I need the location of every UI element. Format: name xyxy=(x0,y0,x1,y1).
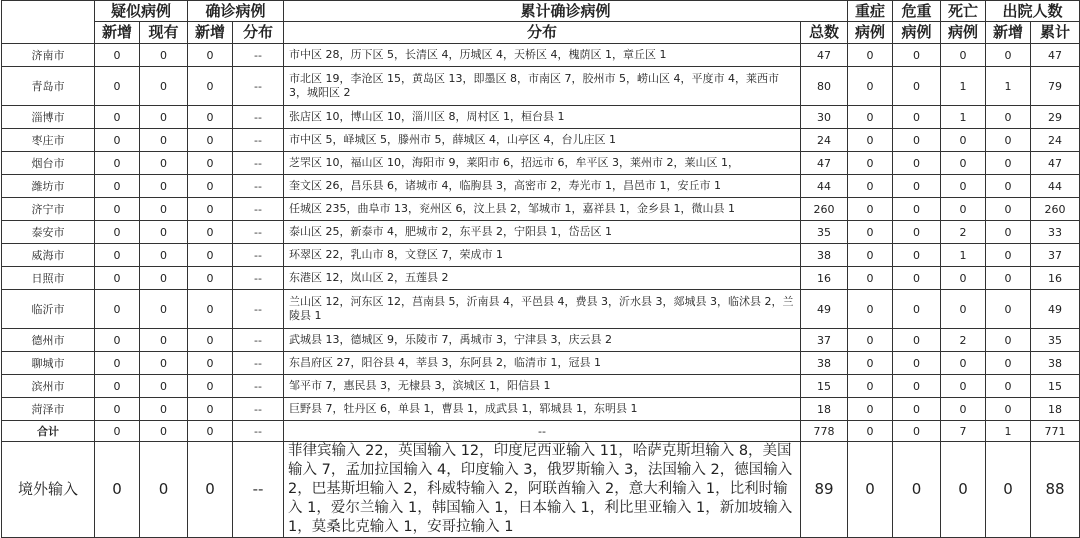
cell-suspected-new: 0 xyxy=(95,152,140,175)
cell-suspected-new: 0 xyxy=(95,352,140,375)
cell-critical: 0 xyxy=(893,442,941,538)
header-severe-sub: 病例 xyxy=(848,22,893,44)
cell-discharged-new: 0 xyxy=(986,106,1031,129)
cell-severe: 0 xyxy=(848,421,893,442)
city-row xyxy=(2,244,1080,267)
covid-case-table xyxy=(1,0,1080,538)
cell-suspected-current: 0 xyxy=(140,129,188,152)
cell-total: 18 xyxy=(801,398,848,421)
cell-death: 0 xyxy=(941,375,986,398)
cell-confirmed-new: 0 xyxy=(188,375,233,398)
cell-critical: 0 xyxy=(893,421,941,442)
cell-severe: 0 xyxy=(848,67,893,106)
cell-confirmed-new: 0 xyxy=(188,44,233,67)
cell-confirmed-dist: -- xyxy=(233,221,284,244)
city-rows xyxy=(2,44,1080,421)
cell-confirmed-new: 0 xyxy=(188,106,233,129)
cell-discharged-total: 88 xyxy=(1031,442,1080,538)
cell-critical: 0 xyxy=(893,329,941,352)
cell-total: 47 xyxy=(801,44,848,67)
cell-severe: 0 xyxy=(848,267,893,290)
cell-discharged-total: 24 xyxy=(1031,129,1080,152)
cell-distribution: 兰山区 12，河东区 12，莒南县 5，沂南县 4，平邑县 4，费县 3，沂水县 3，郯城县 3，临沭县 2，兰陵县 1 xyxy=(284,290,801,329)
cell-suspected-new: 0 xyxy=(95,329,140,352)
header-death: 死亡 xyxy=(941,1,986,22)
city-row xyxy=(2,290,1080,329)
cell-death: 1 xyxy=(941,106,986,129)
cell-death: 0 xyxy=(941,129,986,152)
cell-discharged-total: 44 xyxy=(1031,175,1080,198)
cell-critical: 0 xyxy=(893,106,941,129)
cell-death: 0 xyxy=(941,44,986,67)
cell-death: 0 xyxy=(941,198,986,221)
cell-death: 0 xyxy=(941,290,986,329)
header-row-2 xyxy=(2,22,1080,44)
cell-suspected-new: 0 xyxy=(95,198,140,221)
cell-severe: 0 xyxy=(848,398,893,421)
cell-confirmed-dist: -- xyxy=(233,129,284,152)
cell-suspected-new: 0 xyxy=(95,129,140,152)
cell-suspected-new: 0 xyxy=(95,221,140,244)
cell-severe: 0 xyxy=(848,44,893,67)
cell-total: 778 xyxy=(801,421,848,442)
cell-city: 泰安市 xyxy=(2,221,95,244)
cell-suspected-current: 0 xyxy=(140,244,188,267)
cell-confirmed-dist: -- xyxy=(233,44,284,67)
cell-confirmed-dist: -- xyxy=(233,442,284,538)
cell-suspected-current: 0 xyxy=(140,221,188,244)
cell-confirmed-dist: -- xyxy=(233,152,284,175)
cell-discharged-new: 0 xyxy=(986,398,1031,421)
cell-death: 1 xyxy=(941,244,986,267)
header-suspected: 疑似病例 xyxy=(95,1,188,22)
cell-confirmed-dist: -- xyxy=(233,375,284,398)
cell-suspected-current: 0 xyxy=(140,329,188,352)
cell-death: 0 xyxy=(941,152,986,175)
cell-confirmed-dist: -- xyxy=(233,398,284,421)
cell-total: 44 xyxy=(801,175,848,198)
cell-distribution: 邹平市 7，惠民县 3，无棣县 3，滨城区 1，阳信县 1 xyxy=(284,375,801,398)
header-confirmed-new: 新增 xyxy=(188,22,233,44)
cell-total: 24 xyxy=(801,129,848,152)
cell-city: 青岛市 xyxy=(2,67,95,106)
cell-distribution: 奎文区 26，昌乐县 6，诸城市 4，临朐县 3，高密市 2，寿光市 1，昌邑市 1，安丘市 1 xyxy=(284,175,801,198)
cell-severe: 0 xyxy=(848,175,893,198)
header-suspected-new: 新增 xyxy=(95,22,140,44)
cell-suspected-current: 0 xyxy=(140,267,188,290)
cell-confirmed-dist: -- xyxy=(233,329,284,352)
cell-distribution: 市中区 28，历下区 5，长清区 4，历城区 4，天桥区 4，槐荫区 1，章丘区 1 xyxy=(284,44,801,67)
cell-discharged-total: 771 xyxy=(1031,421,1080,442)
cell-suspected-new: 0 xyxy=(95,244,140,267)
cell-death: 0 xyxy=(941,175,986,198)
cell-death: 0 xyxy=(941,398,986,421)
cell-suspected-new: 0 xyxy=(95,267,140,290)
city-row xyxy=(2,198,1080,221)
cell-severe: 0 xyxy=(848,221,893,244)
cell-severe: 0 xyxy=(848,129,893,152)
city-row xyxy=(2,329,1080,352)
cell-total: 37 xyxy=(801,329,848,352)
cell-discharged-new: 0 xyxy=(986,152,1031,175)
cell-suspected-current: 0 xyxy=(140,442,188,538)
header-critical-sub: 病例 xyxy=(893,22,941,44)
cell-confirmed-new: 0 xyxy=(188,221,233,244)
cell-discharged-total: 47 xyxy=(1031,152,1080,175)
cell-suspected-new: 0 xyxy=(95,290,140,329)
cell-critical: 0 xyxy=(893,221,941,244)
cell-city: 境外输入 xyxy=(2,442,95,538)
city-row xyxy=(2,129,1080,152)
cell-death: 1 xyxy=(941,67,986,106)
header-suspected-current: 现有 xyxy=(140,22,188,44)
cell-confirmed-new: 0 xyxy=(188,398,233,421)
cell-city: 济宁市 xyxy=(2,198,95,221)
header-confirmed-dist: 分布 xyxy=(233,22,284,44)
cell-confirmed-dist: -- xyxy=(233,106,284,129)
city-row xyxy=(2,267,1080,290)
header-severe: 重症 xyxy=(848,1,893,22)
cell-suspected-new: 0 xyxy=(95,421,140,442)
cell-city: 日照市 xyxy=(2,267,95,290)
cell-city: 临沂市 xyxy=(2,290,95,329)
cell-discharged-new: 0 xyxy=(986,352,1031,375)
cell-discharged-total: 38 xyxy=(1031,352,1080,375)
cell-confirmed-dist: -- xyxy=(233,198,284,221)
cell-distribution: 武城县 13，德城区 9，乐陵市 7，禹城市 3，宁津县 3，庆云县 2 xyxy=(284,329,801,352)
cell-suspected-current: 0 xyxy=(140,67,188,106)
cell-distribution: 巨野县 7，牡丹区 6，单县 1，曹县 1，成武县 1，郓城县 1，东明县 1 xyxy=(284,398,801,421)
cell-confirmed-dist: -- xyxy=(233,352,284,375)
cell-suspected-current: 0 xyxy=(140,106,188,129)
cell-severe: 0 xyxy=(848,244,893,267)
cell-critical: 0 xyxy=(893,290,941,329)
cell-confirmed-dist: -- xyxy=(233,67,284,106)
cell-discharged-new: 0 xyxy=(986,198,1031,221)
city-row xyxy=(2,67,1080,106)
header-discharged: 出院人数 xyxy=(986,1,1080,22)
cell-total: 38 xyxy=(801,352,848,375)
cell-total: 260 xyxy=(801,198,848,221)
cell-suspected-new: 0 xyxy=(95,106,140,129)
cell-suspected-new: 0 xyxy=(95,375,140,398)
cell-confirmed-new: 0 xyxy=(188,244,233,267)
cell-city: 聊城市 xyxy=(2,352,95,375)
cell-total: 35 xyxy=(801,221,848,244)
cell-severe: 0 xyxy=(848,442,893,538)
cell-discharged-new: 0 xyxy=(986,375,1031,398)
cell-total: 30 xyxy=(801,106,848,129)
header-city xyxy=(2,1,95,44)
cell-distribution: -- xyxy=(284,421,801,442)
cell-distribution: 张店区 10，博山区 10，淄川区 8，周村区 1，桓台县 1 xyxy=(284,106,801,129)
city-row xyxy=(2,44,1080,67)
cell-death: 2 xyxy=(941,329,986,352)
header-cumulative: 累计确诊病例 xyxy=(284,1,848,22)
cell-severe: 0 xyxy=(848,290,893,329)
cell-discharged-total: 37 xyxy=(1031,244,1080,267)
cell-discharged-new: 0 xyxy=(986,290,1031,329)
cell-severe: 0 xyxy=(848,152,893,175)
cell-confirmed-dist: -- xyxy=(233,421,284,442)
cell-discharged-total: 47 xyxy=(1031,44,1080,67)
cell-discharged-new: 0 xyxy=(986,329,1031,352)
cell-city: 德州市 xyxy=(2,329,95,352)
cell-confirmed-new: 0 xyxy=(188,352,233,375)
cell-total: 80 xyxy=(801,67,848,106)
cell-confirmed-new: 0 xyxy=(188,329,233,352)
cell-critical: 0 xyxy=(893,267,941,290)
cell-suspected-new: 0 xyxy=(95,67,140,106)
cell-suspected-current: 0 xyxy=(140,421,188,442)
cell-city: 潍坊市 xyxy=(2,175,95,198)
header-confirmed: 确诊病例 xyxy=(188,1,284,22)
cell-total: 15 xyxy=(801,375,848,398)
cell-suspected-current: 0 xyxy=(140,375,188,398)
cell-total: 38 xyxy=(801,244,848,267)
cell-confirmed-dist: -- xyxy=(233,290,284,329)
cell-confirmed-dist: -- xyxy=(233,267,284,290)
header-discharged-new: 新增 xyxy=(986,22,1031,44)
cell-confirmed-new: 0 xyxy=(188,129,233,152)
cell-confirmed-new: 0 xyxy=(188,290,233,329)
city-row xyxy=(2,375,1080,398)
city-row xyxy=(2,106,1080,129)
cell-suspected-new: 0 xyxy=(95,442,140,538)
cell-discharged-new: 0 xyxy=(986,44,1031,67)
city-row xyxy=(2,398,1080,421)
cell-death: 7 xyxy=(941,421,986,442)
cell-severe: 0 xyxy=(848,106,893,129)
cell-critical: 0 xyxy=(893,398,941,421)
cell-confirmed-dist: -- xyxy=(233,244,284,267)
header-critical: 危重 xyxy=(893,1,941,22)
cell-suspected-current: 0 xyxy=(140,175,188,198)
cell-severe: 0 xyxy=(848,375,893,398)
cell-suspected-current: 0 xyxy=(140,44,188,67)
cell-total: 16 xyxy=(801,267,848,290)
city-row xyxy=(2,221,1080,244)
cell-total: 89 xyxy=(801,442,848,538)
cell-distribution: 东港区 12，岚山区 2，五莲县 2 xyxy=(284,267,801,290)
cell-critical: 0 xyxy=(893,175,941,198)
cell-suspected-current: 0 xyxy=(140,152,188,175)
cell-distribution: 市北区 19，李沧区 15，黄岛区 13，即墨区 8，市南区 7，胶州市 5，崂山区 4，平度市 4，莱西市 3，城阳区 2 xyxy=(284,67,801,106)
header-death-sub: 病例 xyxy=(941,22,986,44)
cell-severe: 0 xyxy=(848,198,893,221)
cell-discharged-total: 49 xyxy=(1031,290,1080,329)
foreign-row xyxy=(2,442,1080,538)
cell-critical: 0 xyxy=(893,129,941,152)
cell-suspected-current: 0 xyxy=(140,198,188,221)
cell-discharged-total: 33 xyxy=(1031,221,1080,244)
cell-total: 49 xyxy=(801,290,848,329)
cell-confirmed-new: 0 xyxy=(188,267,233,290)
header-cumulative-total: 总数 xyxy=(801,22,848,44)
cell-confirmed-new: 0 xyxy=(188,198,233,221)
cell-death: 0 xyxy=(941,267,986,290)
cell-city: 滨州市 xyxy=(2,375,95,398)
city-row xyxy=(2,175,1080,198)
cell-confirmed-new: 0 xyxy=(188,67,233,106)
header-discharged-total: 累计 xyxy=(1031,22,1080,44)
cell-distribution: 东昌府区 27，阳谷县 4，莘县 3，东阿县 2，临清市 1，冠县 1 xyxy=(284,352,801,375)
cell-city: 合计 xyxy=(2,421,95,442)
cell-distribution: 任城区 235，曲阜市 13，兖州区 6，汶上县 2，邹城市 1，嘉祥县 1，金乡县 1，微山县 1 xyxy=(284,198,801,221)
cell-city: 济南市 xyxy=(2,44,95,67)
cell-distribution: 泰山区 25，新泰市 4，肥城市 2，东平县 2，宁阳县 1，岱岳区 1 xyxy=(284,221,801,244)
cell-suspected-new: 0 xyxy=(95,398,140,421)
cell-city: 淄博市 xyxy=(2,106,95,129)
cell-critical: 0 xyxy=(893,375,941,398)
cell-distribution: 环翠区 22，乳山市 8，文登区 7，荣成市 1 xyxy=(284,244,801,267)
cell-discharged-total: 29 xyxy=(1031,106,1080,129)
cell-distribution: 菲律宾输入 22，英国输入 12，印度尼西亚输入 11，哈萨克斯坦输入 8，美国输入 7，孟加拉国输入 4，印度输入 3，俄罗斯输入 3，法国输入 2，德国输入 2，巴基斯坦输入 2，科威特输入 2，阿联酋输入 2，意大利输入 1，比利时输入 1，爱尔兰输入 1，韩国输入 1，日本输入 1，利比里亚输入 1，新加坡输入 1，莫桑比克输入 1，安哥拉输入 1 xyxy=(284,442,801,538)
cell-confirmed-dist: -- xyxy=(233,175,284,198)
cell-severe: 0 xyxy=(848,329,893,352)
cell-discharged-total: 35 xyxy=(1031,329,1080,352)
cell-distribution: 芝罘区 10，福山区 10，海阳市 9，莱阳市 6，招远市 6，牟平区 3，莱州市 2，莱山区 1， xyxy=(284,152,801,175)
cell-suspected-current: 0 xyxy=(140,290,188,329)
cell-confirmed-new: 0 xyxy=(188,442,233,538)
cell-city: 威海市 xyxy=(2,244,95,267)
cell-suspected-current: 0 xyxy=(140,352,188,375)
cell-discharged-new: 1 xyxy=(986,421,1031,442)
cell-critical: 0 xyxy=(893,44,941,67)
cell-discharged-total: 260 xyxy=(1031,198,1080,221)
cell-discharged-total: 16 xyxy=(1031,267,1080,290)
header-cumulative-dist: 分布 xyxy=(284,22,801,44)
cell-confirmed-new: 0 xyxy=(188,421,233,442)
cell-confirmed-new: 0 xyxy=(188,175,233,198)
cell-discharged-new: 0 xyxy=(986,221,1031,244)
cell-severe: 0 xyxy=(848,352,893,375)
cell-city: 菏泽市 xyxy=(2,398,95,421)
cell-discharged-total: 79 xyxy=(1031,67,1080,106)
cell-suspected-new: 0 xyxy=(95,175,140,198)
cell-confirmed-new: 0 xyxy=(188,152,233,175)
cell-city: 烟台市 xyxy=(2,152,95,175)
cell-discharged-new: 0 xyxy=(986,244,1031,267)
city-row xyxy=(2,152,1080,175)
cell-discharged-total: 18 xyxy=(1031,398,1080,421)
cell-critical: 0 xyxy=(893,67,941,106)
cell-death: 2 xyxy=(941,221,986,244)
cell-discharged-new: 0 xyxy=(986,267,1031,290)
cell-discharged-new: 0 xyxy=(986,175,1031,198)
cell-critical: 0 xyxy=(893,198,941,221)
cell-critical: 0 xyxy=(893,152,941,175)
cell-discharged-total: 15 xyxy=(1031,375,1080,398)
cell-critical: 0 xyxy=(893,244,941,267)
header-row-1 xyxy=(2,1,1080,22)
total-row xyxy=(2,421,1080,442)
cell-death: 0 xyxy=(941,442,986,538)
cell-suspected-new: 0 xyxy=(95,44,140,67)
cell-critical: 0 xyxy=(893,352,941,375)
cell-total: 47 xyxy=(801,152,848,175)
cell-distribution: 市中区 5，峄城区 5，滕州市 5，薛城区 4，山亭区 4，台儿庄区 1 xyxy=(284,129,801,152)
cell-discharged-new: 0 xyxy=(986,129,1031,152)
city-row xyxy=(2,352,1080,375)
cell-suspected-current: 0 xyxy=(140,398,188,421)
cell-discharged-new: 0 xyxy=(986,442,1031,538)
cell-city: 枣庄市 xyxy=(2,129,95,152)
cell-discharged-new: 1 xyxy=(986,67,1031,106)
cell-death: 0 xyxy=(941,352,986,375)
